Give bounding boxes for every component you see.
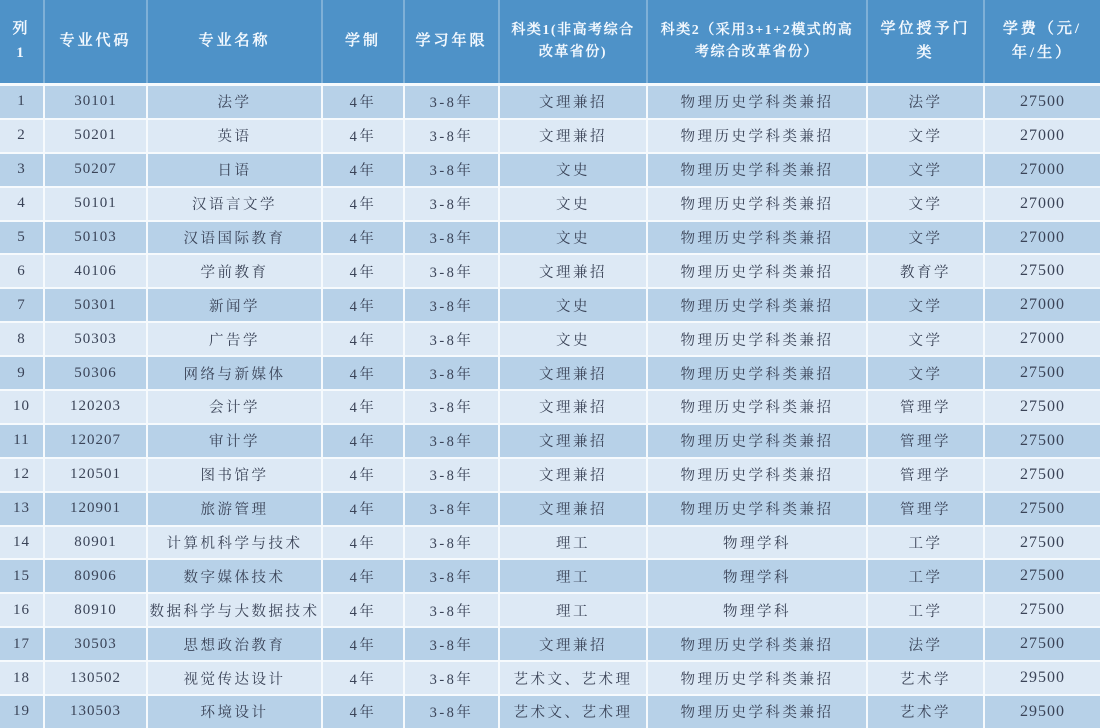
cell-duration: 4年 — [323, 560, 405, 592]
cell-major-name: 思想政治教育 — [148, 628, 323, 660]
cell-tuition: 27000 — [1020, 330, 1065, 348]
cell-row-index: 2 — [0, 120, 45, 152]
table-row — [0, 696, 1100, 728]
cell-subject-type-1: 文史 — [500, 154, 648, 186]
cell-major-code: 50303 — [45, 323, 148, 355]
cell-major-code: 80910 — [45, 594, 148, 626]
cell-degree-category: 文学 — [868, 154, 985, 186]
cell-study-years: 3-8年 — [405, 527, 500, 559]
cell-subject-type-2: 物理历史学科类兼招 — [648, 628, 868, 660]
cell-subject-type-2: 物理历史学科类兼招 — [648, 323, 868, 355]
cell-study-years: 3-8年 — [405, 255, 500, 287]
cell-major-name: 网络与新媒体 — [148, 357, 323, 389]
cell-tuition: 27500 — [1020, 92, 1065, 110]
cell-row-index: 14 — [0, 527, 45, 559]
cell-study-years: 3-8年 — [405, 560, 500, 592]
cell-study-years: 3-8年 — [405, 120, 500, 152]
cell-degree-category: 艺术学 — [868, 696, 985, 728]
cell-tuition: 27500 — [1020, 601, 1065, 619]
table-row — [0, 323, 1100, 357]
cell-subject-type-2: 物理历史学科类兼招 — [648, 357, 868, 389]
cell-degree-category: 工学 — [868, 594, 985, 626]
cell-subject-type-2: 物理学科 — [648, 560, 868, 592]
cell-subject-type-2: 物理历史学科类兼招 — [648, 120, 868, 152]
cell-major-name: 法学 — [148, 86, 323, 118]
table-row — [0, 628, 1100, 662]
cell-major-name: 新闻学 — [148, 289, 323, 321]
cell-subject-type-1: 文史 — [500, 323, 648, 355]
table-row — [0, 459, 1100, 493]
cell-study-years: 3-8年 — [405, 323, 500, 355]
cell-major-code: 30101 — [45, 86, 148, 118]
cell-row-index: 11 — [0, 425, 45, 457]
cell-duration: 4年 — [323, 86, 405, 118]
header-cell-major-name: 专业名称 — [148, 0, 323, 83]
cell-study-years: 3-8年 — [405, 154, 500, 186]
cell-subject-type-1: 文理兼招 — [500, 255, 648, 287]
table-row — [0, 289, 1100, 323]
cell-row-index: 13 — [0, 493, 45, 525]
cell-duration: 4年 — [323, 628, 405, 660]
cell-study-years: 3-8年 — [405, 628, 500, 660]
cell-row-index: 4 — [0, 188, 45, 220]
table-row — [0, 662, 1100, 696]
cell-subject-type-1: 文理兼招 — [500, 493, 648, 525]
cell-subject-type-1: 艺术文、艺术理 — [500, 662, 648, 694]
cell-tuition: 27500 — [1020, 431, 1065, 449]
cell-row-index: 5 — [0, 222, 45, 254]
cell-major-name: 计算机科学与技术 — [148, 527, 323, 559]
table-body — [0, 86, 1100, 728]
cell-duration: 4年 — [323, 391, 405, 423]
cell-row-index: 12 — [0, 459, 45, 491]
cell-duration: 4年 — [323, 323, 405, 355]
cell-tuition: 27000 — [1020, 160, 1065, 178]
cell-degree-category: 教育学 — [868, 255, 985, 287]
table-header-row — [0, 0, 1100, 86]
cell-degree-category: 文学 — [868, 222, 985, 254]
cell-duration: 4年 — [323, 357, 405, 389]
cell-major-name: 会计学 — [148, 391, 323, 423]
cell-major-code: 80901 — [45, 527, 148, 559]
cell-subject-type-1: 理工 — [500, 594, 648, 626]
cell-row-index: 18 — [0, 662, 45, 694]
cell-major-code: 50301 — [45, 289, 148, 321]
header-cell-subject-type-2: 科类2（采用3+1+2模式的高考综合改革省份） — [648, 0, 868, 83]
cell-subject-type-1: 文理兼招 — [500, 120, 648, 152]
cell-study-years: 3-8年 — [405, 86, 500, 118]
cell-tuition: 27500 — [1020, 364, 1065, 382]
table-row — [0, 391, 1100, 425]
table-row — [0, 154, 1100, 188]
cell-duration: 4年 — [323, 662, 405, 694]
cell-duration: 4年 — [323, 493, 405, 525]
cell-subject-type-1: 文理兼招 — [500, 628, 648, 660]
cell-major-code: 80906 — [45, 560, 148, 592]
cell-degree-category: 法学 — [868, 86, 985, 118]
cell-subject-type-2: 物理历史学科类兼招 — [648, 391, 868, 423]
cell-major-code: 50201 — [45, 120, 148, 152]
table-row — [0, 560, 1100, 594]
cell-duration: 4年 — [323, 289, 405, 321]
cell-major-name: 视觉传达设计 — [148, 662, 323, 694]
cell-tuition: 27000 — [1020, 296, 1065, 314]
cell-row-index: 6 — [0, 255, 45, 287]
cell-tuition: 27000 — [1020, 228, 1065, 246]
cell-study-years: 3-8年 — [405, 459, 500, 491]
header-cell-duration: 学制 — [323, 0, 405, 83]
cell-major-name: 日语 — [148, 154, 323, 186]
cell-subject-type-2: 物理历史学科类兼招 — [648, 86, 868, 118]
table-row — [0, 594, 1100, 628]
cell-subject-type-1: 文理兼招 — [500, 357, 648, 389]
cell-degree-category: 艺术学 — [868, 662, 985, 694]
table-row — [0, 222, 1100, 256]
cell-subject-type-1: 文史 — [500, 188, 648, 220]
cell-major-name: 环境设计 — [148, 696, 323, 728]
cell-degree-category: 文学 — [868, 357, 985, 389]
table-row — [0, 357, 1100, 391]
header-cell-subject-type-1: 科类1(非高考综合改革省份) — [500, 0, 648, 83]
cell-duration: 4年 — [323, 154, 405, 186]
cell-subject-type-1: 文史 — [500, 289, 648, 321]
cell-subject-type-2: 物理历史学科类兼招 — [648, 188, 868, 220]
cell-study-years: 3-8年 — [405, 188, 500, 220]
cell-tuition: 27500 — [1020, 262, 1065, 280]
cell-major-name: 英语 — [148, 120, 323, 152]
cell-degree-category: 管理学 — [868, 425, 985, 457]
cell-major-name: 图书馆学 — [148, 459, 323, 491]
table-row — [0, 188, 1100, 222]
cell-study-years: 3-8年 — [405, 696, 500, 728]
cell-duration: 4年 — [323, 188, 405, 220]
cell-duration: 4年 — [323, 255, 405, 287]
cell-major-code: 120501 — [45, 459, 148, 491]
cell-subject-type-1: 艺术文、艺术理 — [500, 696, 648, 728]
cell-row-index: 3 — [0, 154, 45, 186]
cell-subject-type-2: 物理学科 — [648, 527, 868, 559]
cell-major-code: 50103 — [45, 222, 148, 254]
cell-study-years: 3-8年 — [405, 493, 500, 525]
cell-duration: 4年 — [323, 425, 405, 457]
cell-study-years: 3-8年 — [405, 357, 500, 389]
table-row — [0, 527, 1100, 561]
header-cell-study-years: 学习年限 — [405, 0, 500, 83]
cell-major-name: 审计学 — [148, 425, 323, 457]
cell-study-years: 3-8年 — [405, 425, 500, 457]
cell-degree-category: 管理学 — [868, 459, 985, 491]
cell-tuition: 27500 — [1020, 635, 1065, 653]
cell-subject-type-2: 物理历史学科类兼招 — [648, 222, 868, 254]
cell-degree-category: 文学 — [868, 188, 985, 220]
cell-subject-type-1: 理工 — [500, 527, 648, 559]
cell-subject-type-1: 理工 — [500, 560, 648, 592]
cell-degree-category: 工学 — [868, 560, 985, 592]
cell-degree-category: 管理学 — [868, 391, 985, 423]
cell-tuition: 27500 — [1020, 397, 1065, 415]
cell-duration: 4年 — [323, 222, 405, 254]
cell-row-index: 7 — [0, 289, 45, 321]
cell-row-index: 1 — [0, 86, 45, 118]
cell-row-index: 10 — [0, 391, 45, 423]
cell-row-index: 16 — [0, 594, 45, 626]
cell-study-years: 3-8年 — [405, 222, 500, 254]
cell-subject-type-2: 物理历史学科类兼招 — [648, 154, 868, 186]
cell-major-name: 学前教育 — [148, 255, 323, 287]
cell-subject-type-2: 物理历史学科类兼招 — [648, 289, 868, 321]
cell-subject-type-2: 物理历史学科类兼招 — [648, 696, 868, 728]
cell-subject-type-1: 文理兼招 — [500, 391, 648, 423]
cell-row-index: 8 — [0, 323, 45, 355]
cell-major-code: 120901 — [45, 493, 148, 525]
cell-study-years: 3-8年 — [405, 289, 500, 321]
cell-major-name: 广告学 — [148, 323, 323, 355]
cell-study-years: 3-8年 — [405, 662, 500, 694]
cell-major-code: 120207 — [45, 425, 148, 457]
cell-major-code: 130502 — [45, 662, 148, 694]
table-row — [0, 86, 1100, 120]
header-cell-degree-category: 学位授予门类 — [868, 0, 985, 83]
cell-row-index: 17 — [0, 628, 45, 660]
cell-tuition: 29500 — [1020, 702, 1065, 720]
cell-duration: 4年 — [323, 696, 405, 728]
cell-subject-type-2: 物理历史学科类兼招 — [648, 459, 868, 491]
cell-subject-type-2: 物理历史学科类兼招 — [648, 255, 868, 287]
cell-major-code: 120203 — [45, 391, 148, 423]
table-row — [0, 493, 1100, 527]
cell-row-index: 15 — [0, 560, 45, 592]
cell-major-name: 数据科学与大数据技术 — [148, 594, 323, 626]
cell-subject-type-2: 物理学科 — [648, 594, 868, 626]
header-cell-row-index: 列1 — [0, 0, 45, 83]
cell-major-name: 汉语言文学 — [148, 188, 323, 220]
cell-major-code: 40106 — [45, 255, 148, 287]
cell-major-code: 50101 — [45, 188, 148, 220]
cell-tuition: 27500 — [1020, 533, 1065, 551]
cell-degree-category: 工学 — [868, 527, 985, 559]
cell-study-years: 3-8年 — [405, 391, 500, 423]
header-cell-tuition: 学费（元/年/生） — [1002, 21, 1083, 61]
cell-degree-category: 文学 — [868, 120, 985, 152]
header-cell-major-code: 专业代码 — [45, 0, 148, 83]
cell-row-index: 9 — [0, 357, 45, 389]
cell-major-code: 130503 — [45, 696, 148, 728]
cell-degree-category: 法学 — [868, 628, 985, 660]
cell-subject-type-2: 物理历史学科类兼招 — [648, 662, 868, 694]
cell-study-years: 3-8年 — [405, 594, 500, 626]
cell-major-code: 50207 — [45, 154, 148, 186]
cell-tuition: 29500 — [1020, 669, 1065, 687]
cell-major-name: 旅游管理 — [148, 493, 323, 525]
cell-major-code: 30503 — [45, 628, 148, 660]
cell-duration: 4年 — [323, 527, 405, 559]
cell-degree-category: 管理学 — [868, 493, 985, 525]
cell-degree-category: 文学 — [868, 323, 985, 355]
cell-degree-category: 文学 — [868, 289, 985, 321]
cell-tuition: 27000 — [1020, 194, 1065, 212]
cell-subject-type-1: 文理兼招 — [500, 459, 648, 491]
cell-subject-type-1: 文理兼招 — [500, 86, 648, 118]
cell-major-name: 数字媒体技术 — [148, 560, 323, 592]
cell-subject-type-2: 物理历史学科类兼招 — [648, 493, 868, 525]
table-row — [0, 120, 1100, 154]
cell-duration: 4年 — [323, 594, 405, 626]
cell-subject-type-2: 物理历史学科类兼招 — [648, 425, 868, 457]
table-row — [0, 255, 1100, 289]
cell-tuition: 27000 — [1020, 126, 1065, 144]
cell-subject-type-1: 文理兼招 — [500, 425, 648, 457]
cell-major-code: 50306 — [45, 357, 148, 389]
cell-tuition: 27500 — [1020, 567, 1065, 585]
cell-duration: 4年 — [323, 459, 405, 491]
cell-major-name: 汉语国际教育 — [148, 222, 323, 254]
cell-duration: 4年 — [323, 120, 405, 152]
table-row — [0, 425, 1100, 459]
cell-tuition: 27500 — [1020, 465, 1065, 483]
cell-row-index: 19 — [0, 696, 45, 728]
cell-subject-type-1: 文史 — [500, 222, 648, 254]
cell-tuition: 27500 — [1020, 499, 1065, 517]
